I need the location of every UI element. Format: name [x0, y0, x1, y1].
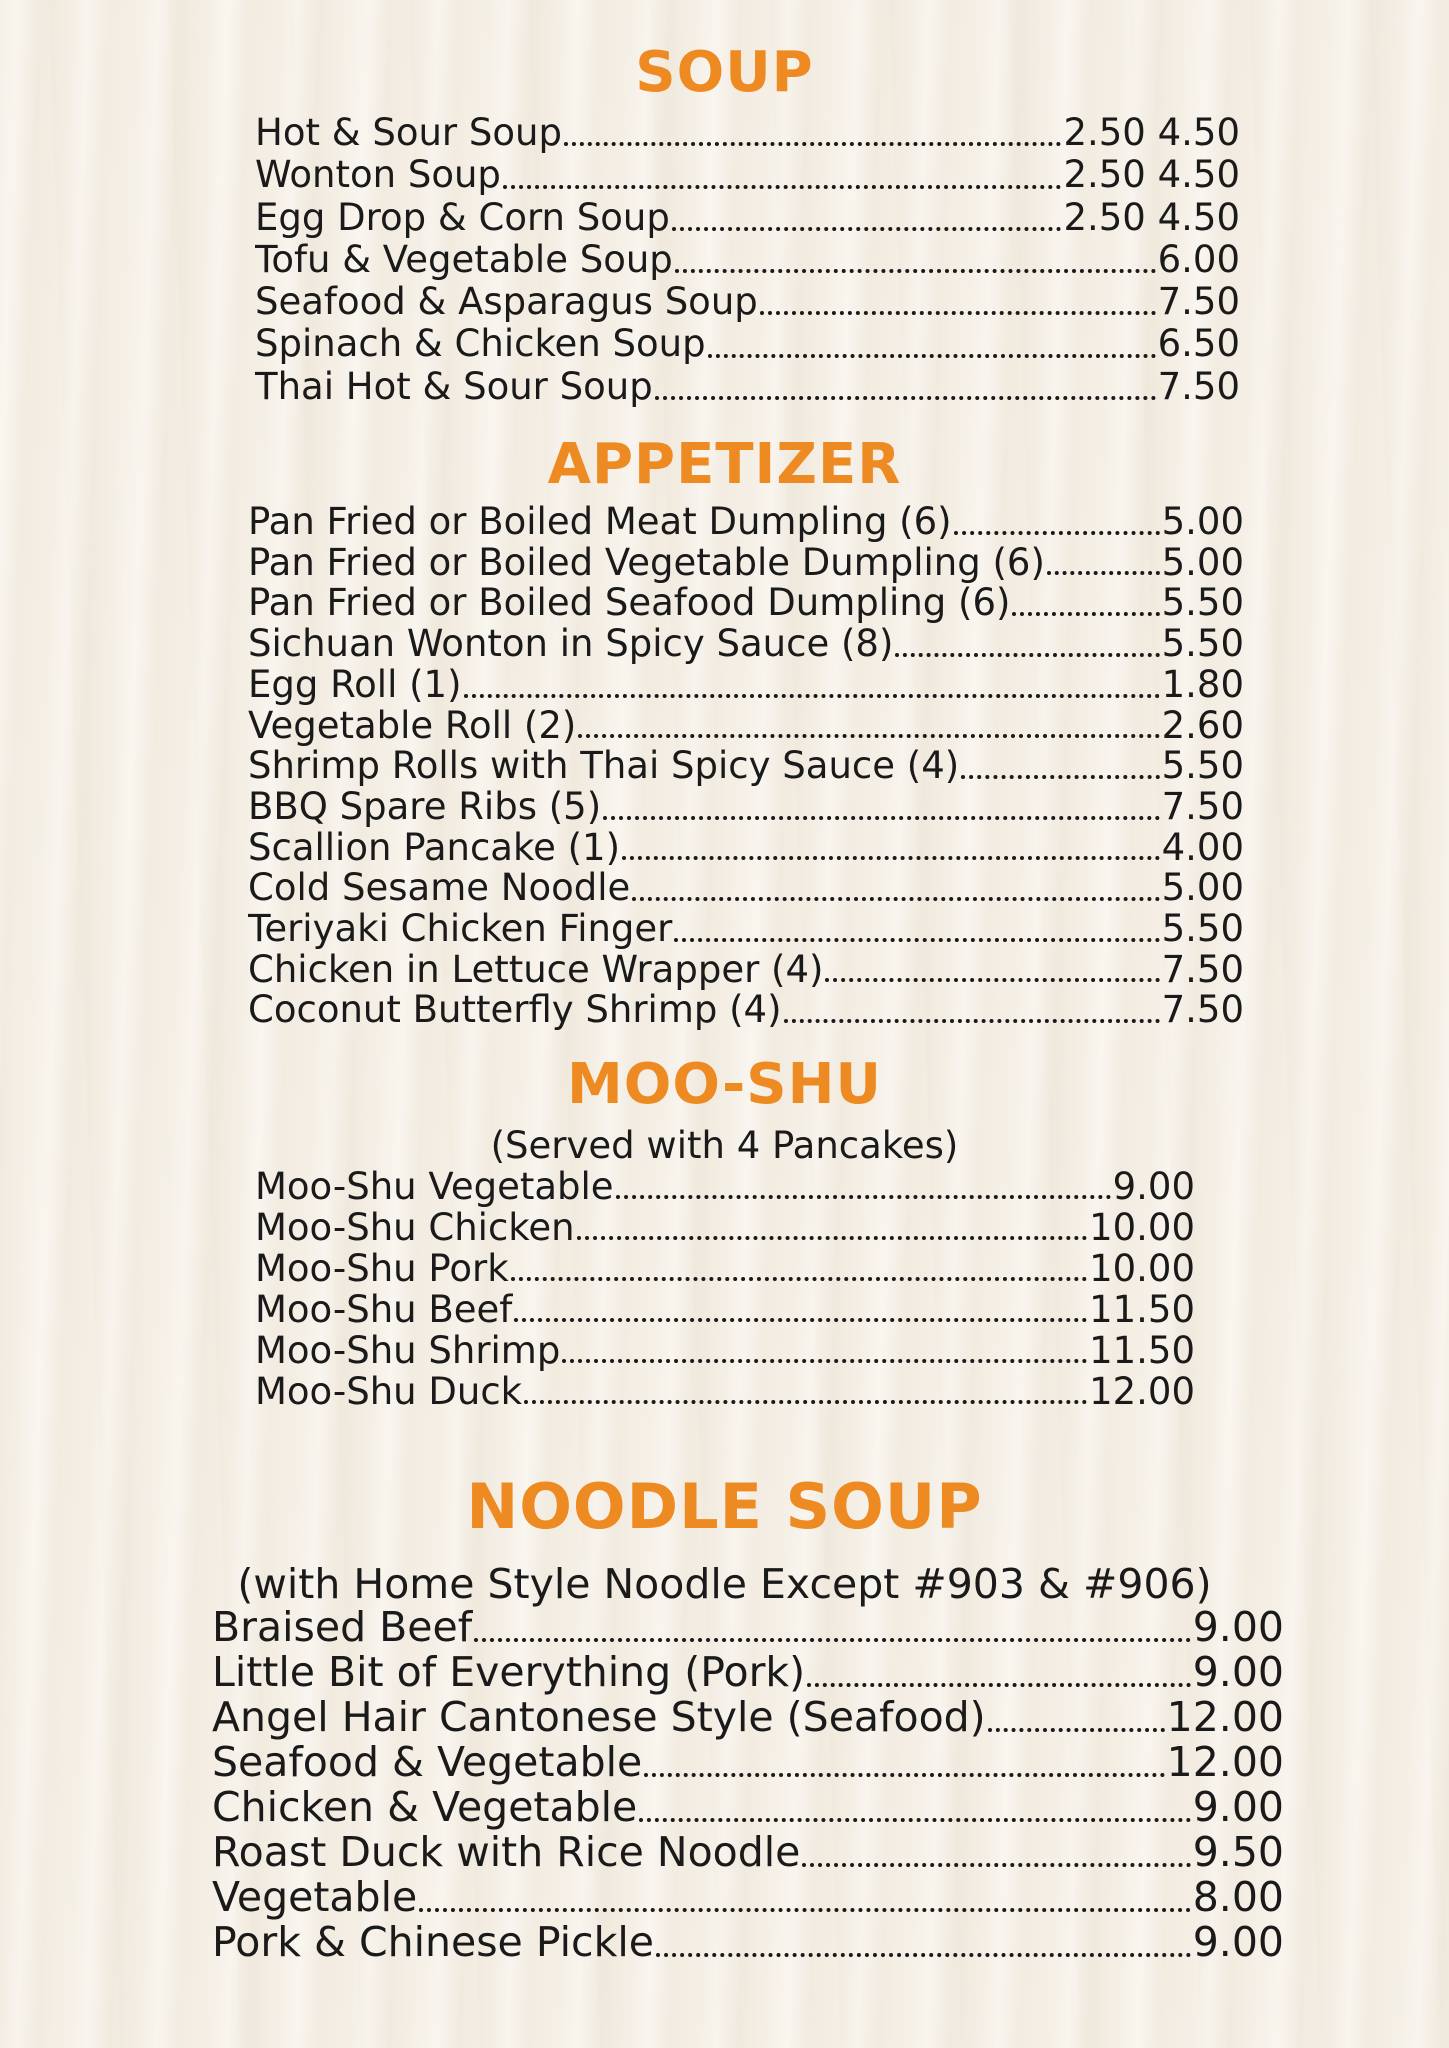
dot-leader	[672, 227, 1062, 231]
menu-item-price: 2.50 4.50	[1063, 112, 1240, 154]
menu-item-name: Egg Roll (1)	[248, 664, 462, 706]
menu-item-name: Egg Drop & Corn Soup	[255, 196, 670, 239]
menu-item-price: 9.50	[1192, 1830, 1284, 1875]
menu-item-row	[248, 583, 1244, 624]
dot-leader	[1012, 612, 1159, 616]
dot-leader	[825, 978, 1159, 982]
appetizer-item-list	[248, 502, 1244, 1031]
dot-leader	[895, 653, 1159, 657]
menu-item-price: 7.50	[1157, 281, 1240, 324]
menu-item-row	[248, 706, 1244, 747]
menu-item-name: Coconut Butterfly Shrimp (4)	[248, 990, 782, 1032]
moo-shu-item-list	[255, 1166, 1195, 1412]
menu-item-price: 2.50 4.50	[1063, 196, 1240, 239]
menu-item-row	[248, 990, 1244, 1031]
dot-leader	[464, 694, 1160, 698]
menu-item-row	[212, 1830, 1284, 1875]
menu-item-name: Moo-Shu Beef	[255, 1289, 513, 1330]
menu-item-price: 5.50	[1161, 624, 1244, 665]
menu-item-name: Teriyaki Chicken Finger	[248, 909, 673, 950]
menu-item-price: 7.50	[1157, 365, 1240, 408]
dot-leader	[616, 1195, 1111, 1199]
dot-leader	[503, 185, 1062, 189]
dot-leader	[674, 938, 1159, 942]
dot-leader	[564, 142, 1062, 146]
menu-item-name: Moo-Shu Pork	[255, 1248, 509, 1289]
menu-item-name: Shrimp Rolls with Thai Spicy Sauce (4)	[248, 746, 960, 787]
menu-item-name: Wonton Soup	[255, 154, 501, 197]
menu-item-price: 5.50	[1161, 909, 1244, 950]
menu-item-price: 4.00	[1161, 827, 1244, 869]
menu-item-price: 9.00	[1192, 1605, 1284, 1650]
menu-item-row	[255, 154, 1240, 196]
menu-item-price: 1.80	[1161, 664, 1244, 706]
menu-item-name: Chicken & Vegetable	[212, 1785, 638, 1830]
dot-leader	[622, 856, 1160, 860]
menu-item-name: Vegetable Roll (2)	[248, 705, 577, 747]
menu-item-price: 9.00	[1192, 1650, 1284, 1695]
menu-item-price: 6.00	[1157, 238, 1240, 281]
dot-leader	[514, 1318, 1087, 1322]
noodle-soup-item-list	[212, 1605, 1284, 1965]
menu-item-name: Vegetable	[212, 1875, 418, 1920]
menu-item-price: 9.00	[1192, 1920, 1284, 1965]
dot-leader	[562, 1359, 1087, 1363]
dot-leader	[577, 1236, 1087, 1240]
menu-item-name: Tofu & Vegetable Soup	[255, 238, 673, 281]
menu-item-row	[255, 1166, 1195, 1207]
menu-item-row	[255, 323, 1240, 365]
menu-item-name: Pan Fried or Boiled Seafood Dumpling (6)	[248, 583, 1011, 625]
menu-item-name: Roast Duck with Rice Noodle	[212, 1830, 801, 1875]
menu-item-price: 5.00	[1161, 502, 1244, 543]
dot-leader	[644, 1773, 1164, 1777]
menu-item-name: Hot & Sour Soup	[255, 112, 562, 154]
menu-item-row	[255, 1248, 1195, 1289]
menu-item-name: Pan Fried or Boiled Vegetable Dumpling (6)	[248, 542, 1045, 584]
menu-item-name: Angel Hair Cantonese Style (Seafood)	[212, 1695, 986, 1740]
dot-leader	[603, 816, 1159, 820]
moo-shu-note: (Served with 4 Pancakes)	[490, 1124, 959, 1167]
dot-leader	[474, 1638, 1191, 1642]
menu-item-row	[255, 239, 1240, 281]
menu-item-row	[248, 665, 1244, 706]
section-title-appetizer: APPETIZER	[547, 432, 902, 497]
menu-item-row	[248, 828, 1244, 869]
menu-item-row	[212, 1875, 1284, 1920]
menu-item-row	[255, 366, 1240, 408]
dot-leader	[954, 531, 1160, 535]
menu-item-row	[255, 197, 1240, 239]
menu-item-name: Moo-Shu Vegetable	[255, 1166, 614, 1207]
menu-item-price: 5.00	[1161, 542, 1244, 584]
dot-leader	[1047, 571, 1160, 575]
menu-item-row	[212, 1920, 1284, 1965]
dot-leader	[578, 734, 1159, 738]
menu-item-price: 7.50	[1161, 990, 1244, 1032]
menu-item-price: 7.50	[1161, 949, 1244, 991]
menu-item-name: Little Bit of Everything (Pork)	[212, 1650, 806, 1695]
dot-leader	[524, 1400, 1087, 1404]
menu-item-name: Seafood & Vegetable	[212, 1740, 643, 1785]
section-title-noodle-soup: NOODLE SOUP	[466, 1470, 983, 1543]
menu-item-row	[248, 624, 1244, 665]
menu-item-row	[248, 502, 1244, 543]
dot-leader	[655, 396, 1156, 400]
menu-item-row	[255, 1207, 1195, 1248]
menu-item-price: 5.00	[1161, 868, 1244, 910]
menu-item-name: Spinach & Chicken Soup	[255, 323, 706, 366]
menu-item-row	[212, 1650, 1284, 1695]
menu-item-row	[212, 1785, 1284, 1830]
dot-leader	[802, 1863, 1190, 1867]
dot-leader	[807, 1683, 1191, 1687]
menu-item-row	[255, 1371, 1195, 1412]
noodle-soup-note: (with Home Style Noodle Except #903 & #906)	[237, 1560, 1212, 1608]
dot-leader	[511, 1277, 1087, 1281]
menu-item-row	[248, 543, 1244, 584]
menu-item-name: Chicken in Lettuce Wrapper (4)	[248, 949, 824, 991]
menu-item-price: 11.50	[1089, 1289, 1195, 1330]
menu-item-price: 7.50	[1161, 786, 1244, 828]
menu-item-name: Cold Sesame Noodle	[248, 868, 631, 910]
menu-item-price: 12.00	[1166, 1740, 1284, 1785]
dot-leader	[656, 1953, 1191, 1957]
dot-leader	[632, 897, 1159, 901]
dot-leader	[708, 354, 1156, 358]
menu-item-price: 8.00	[1192, 1875, 1284, 1920]
menu-item-price: 12.00	[1089, 1371, 1195, 1412]
section-title-moo-shu: MOO-SHU	[567, 1052, 882, 1117]
menu-item-name: Moo-Shu Shrimp	[255, 1330, 561, 1371]
menu-item-row	[255, 112, 1240, 154]
menu-item-name: Seafood & Asparagus Soup	[255, 281, 758, 324]
menu-item-name: Pork & Chinese Pickle	[212, 1920, 654, 1965]
menu-item-price: 5.50	[1161, 583, 1244, 625]
menu-item-row	[255, 281, 1240, 323]
menu-item-price: 12.00	[1166, 1695, 1284, 1740]
soup-item-list	[255, 112, 1240, 408]
menu-item-price: 10.00	[1089, 1248, 1195, 1289]
menu-item-price: 10.00	[1089, 1207, 1195, 1248]
dot-leader	[988, 1728, 1165, 1732]
dot-leader	[419, 1908, 1191, 1912]
menu-item-name: Moo-Shu Duck	[255, 1371, 523, 1412]
dot-leader	[961, 775, 1159, 779]
menu-item-name: Thai Hot & Sour Soup	[255, 365, 653, 408]
menu-item-name: Sichuan Wonton in Spicy Sauce (8)	[248, 624, 894, 665]
menu-item-row	[248, 909, 1244, 950]
menu-item-price: 9.00	[1192, 1785, 1284, 1830]
menu-item-name: Moo-Shu Chicken	[255, 1207, 575, 1248]
menu-item-name: BBQ Spare Ribs (5)	[248, 786, 602, 828]
menu-item-price: 9.00	[1112, 1166, 1195, 1207]
menu-item-price: 11.50	[1089, 1330, 1195, 1371]
menu-item-row	[248, 950, 1244, 991]
menu-item-row	[248, 746, 1244, 787]
menu-item-name: Pan Fried or Boiled Meat Dumpling (6)	[248, 502, 952, 543]
menu-item-row	[255, 1289, 1195, 1330]
dot-leader	[760, 311, 1156, 315]
menu-item-row	[248, 868, 1244, 909]
dot-leader	[639, 1818, 1190, 1822]
menu-item-price: 2.50 4.50	[1063, 154, 1240, 197]
section-title-soup: SOUP	[635, 40, 814, 105]
menu-item-price: 2.60	[1161, 705, 1244, 747]
menu-item-row	[255, 1330, 1195, 1371]
menu-item-price: 5.50	[1161, 746, 1244, 787]
menu-item-row	[212, 1695, 1284, 1740]
menu-item-row	[212, 1605, 1284, 1650]
menu-item-name: Braised Beef	[212, 1605, 473, 1650]
dot-leader	[675, 269, 1156, 273]
menu-item-name: Scallion Pancake (1)	[248, 827, 621, 869]
dot-leader	[784, 1019, 1160, 1023]
menu-item-row	[248, 787, 1244, 828]
menu-item-row	[212, 1740, 1284, 1785]
menu-item-price: 6.50	[1157, 323, 1240, 366]
